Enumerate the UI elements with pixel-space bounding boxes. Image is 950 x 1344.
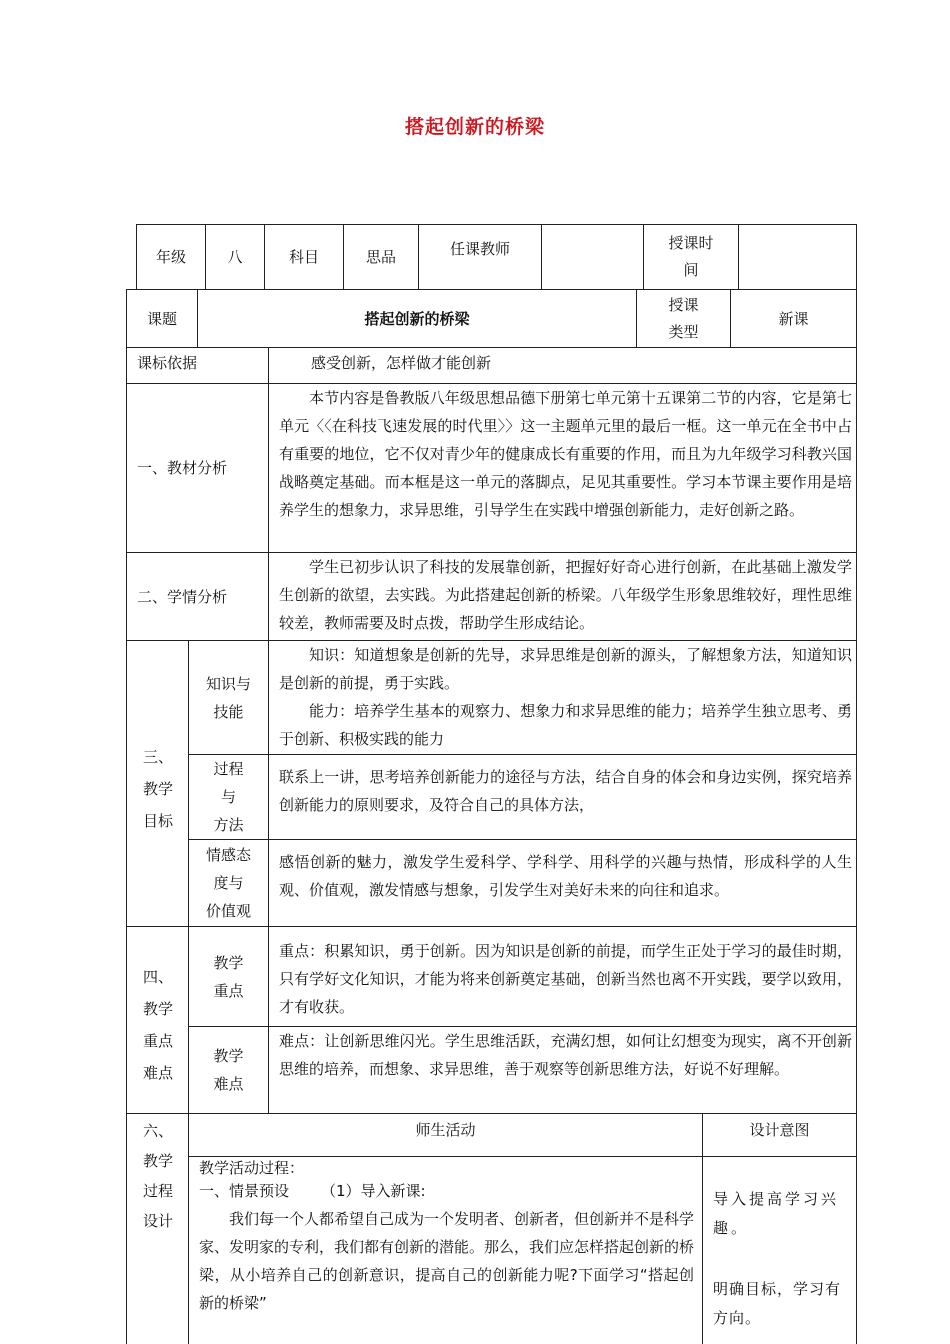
knowledge-label-line: 技能 <box>213 702 244 721</box>
teacher-label: 任课教师 <box>418 224 542 290</box>
process-method-text: 联系上一讲，思考培养创新能力的途径与方法，结合自身的体会和身边实例，探究培养创新能力的原则要求，及符合自己的具体方法， <box>268 754 857 840</box>
time-value <box>738 224 857 290</box>
key-text: 重点：积累知识，勇于创新。因为知识是创新的前提，而学生正处于学习的最佳时期，只有学好文化知识，才能为将来创新奠定基础，创新当然也离不开实践，要学以致用，才有收获。 <box>268 926 857 1027</box>
students-label: 二、学情分析 <box>126 552 269 641</box>
grade-value: 八 <box>205 224 265 290</box>
topic-label: 课题 <box>126 289 198 348</box>
keypoints-label-line: 难点 <box>143 1064 174 1082</box>
keypoints-label-line: 重点 <box>143 1032 174 1050</box>
activity-header: 师生活动 <box>188 1113 703 1157</box>
goals-label-line: 教学 <box>143 780 174 798</box>
keypoints-label-line: 四、 <box>143 968 174 986</box>
key-label <box>188 926 269 1027</box>
intent-text: 明确目标，学习有方向。 <box>713 1280 842 1327</box>
process-method-label-line: 与 <box>220 788 236 806</box>
activity-line: 教学活动过程： <box>199 1159 305 1177</box>
process-label <box>126 1113 189 1344</box>
goals-label-line: 目标 <box>143 812 174 830</box>
basis-label: 课标依据 <box>126 347 269 384</box>
intent-body <box>702 1156 857 1344</box>
activity-body <box>188 1156 703 1344</box>
activity-paragraph: 我们每一个人都希望自己成为一个发明者、创新者，但创新并不是科学家、发明家的专利，我们都有创新的潜能。那么，我们应怎样搭起创新的桥梁，从小培养自己的创新意识，提高自己的创新能力呢?下面学习“搭起创新的桥梁” <box>199 1210 695 1312</box>
process-label-line: 六、 <box>143 1122 174 1140</box>
diff-text: 难点：让创新思维闪光。学生思维活跃，充满幻想，如何让幻想变为现实，离不开创新思维的培养，而想象、求异思维，善于观察等创新思维方法，好说不好理解。 <box>268 1026 857 1114</box>
topic-value: 搭起创新的桥梁 <box>197 289 637 348</box>
activity-section-title: 一、情景预设 <box>199 1182 290 1200</box>
process-method-label-line: 方法 <box>213 816 244 834</box>
basis-text: 感受创新，怎样做才能创新 <box>268 347 857 384</box>
emotion-label-line: 度与 <box>213 874 244 892</box>
goals-label <box>126 640 189 927</box>
diff-label-line: 难点 <box>213 1075 244 1093</box>
type-label: 授课类型 <box>636 289 731 348</box>
process-label-line: 教学 <box>143 1152 174 1170</box>
diff-label-line: 教学 <box>213 1047 244 1065</box>
key-label-line: 教学 <box>213 953 244 972</box>
diff-label <box>188 1026 269 1114</box>
page-title: 搭起创新的桥梁 <box>404 116 545 138</box>
emotion-label-line: 情感态 <box>205 846 251 864</box>
knowledge-text-1: 知识：知道想象是创新的先导，求异思维是创新的源头，了解想象方法，知道知识是创新的前提，勇于实践。 <box>279 646 852 692</box>
process-label-line: 设计 <box>143 1212 174 1230</box>
key-label-line: 重点 <box>213 981 244 1000</box>
knowledge-label <box>188 640 269 755</box>
textbook-text: 本节内容是鲁教版八年级思想品德下册第七单元第十五课第二节的内容，它是第七单元〈〈在科技飞速发展的时代里〉〉这一主题单元里的最后一框。这一单元在全书中占有重要的地位，它不仅对青少年的健康成长有重要的作用，而且为九年级学习科教兴国战略奠定基础。而本框是这一单元的落脚点，足见其重要性。学习本节课主要作用是培养学生的想象力，求异思维，引导学生在实践中增强创新能力，走好创新之路。 <box>268 383 857 553</box>
knowledge-label-line: 知识与 <box>205 674 251 693</box>
keypoints-label-line: 教学 <box>143 1000 174 1018</box>
students-text: 学生已初步认识了科技的发展靠创新，把握好好奇心进行创新，在此基础上激发学生创新的欲望，去实践。为此搭建起创新的桥梁。八年级学生形象思维较好，理性思维较差，教师需要及时点拨，帮助学生形成结论。 <box>268 552 857 641</box>
emotion-label-line: 价值观 <box>205 902 251 920</box>
grade-label: 年级 <box>136 224 206 290</box>
intent-text: 导入提高学习兴趣。 <box>713 1190 840 1237</box>
keypoints-label <box>126 926 189 1114</box>
emotion-text: 感悟创新的魅力，激发学生爱科学、学科学、用科学的兴趣与热情，形成科学的人生观、价值观，激发情感与想象，引发学生对美好未来的向往和追求。 <box>268 839 857 927</box>
subject-label: 科目 <box>264 224 344 290</box>
type-value: 新课 <box>730 289 857 348</box>
teacher-value <box>541 224 644 290</box>
textbook-label: 一、教材分析 <box>126 383 269 553</box>
intent-header: 设计意图 <box>702 1113 857 1157</box>
knowledge-text-2: 能力：培养学生基本的观察力、想象力和求异思维的能力；培养学生独立思考、勇于创新、积极实践的能力 <box>279 702 852 748</box>
goals-label-line: 三、 <box>143 748 174 766</box>
process-label-line: 过程 <box>143 1182 174 1200</box>
process-method-label <box>188 754 269 840</box>
knowledge-text <box>268 640 857 755</box>
activity-line <box>199 1179 694 1203</box>
time-label: 授课时间 <box>643 224 739 290</box>
activity-subsection: （1）导入新课: <box>321 1182 426 1200</box>
subject-value: 思品 <box>343 224 419 290</box>
process-method-label-line: 过程 <box>213 760 244 778</box>
emotion-label <box>188 839 269 927</box>
